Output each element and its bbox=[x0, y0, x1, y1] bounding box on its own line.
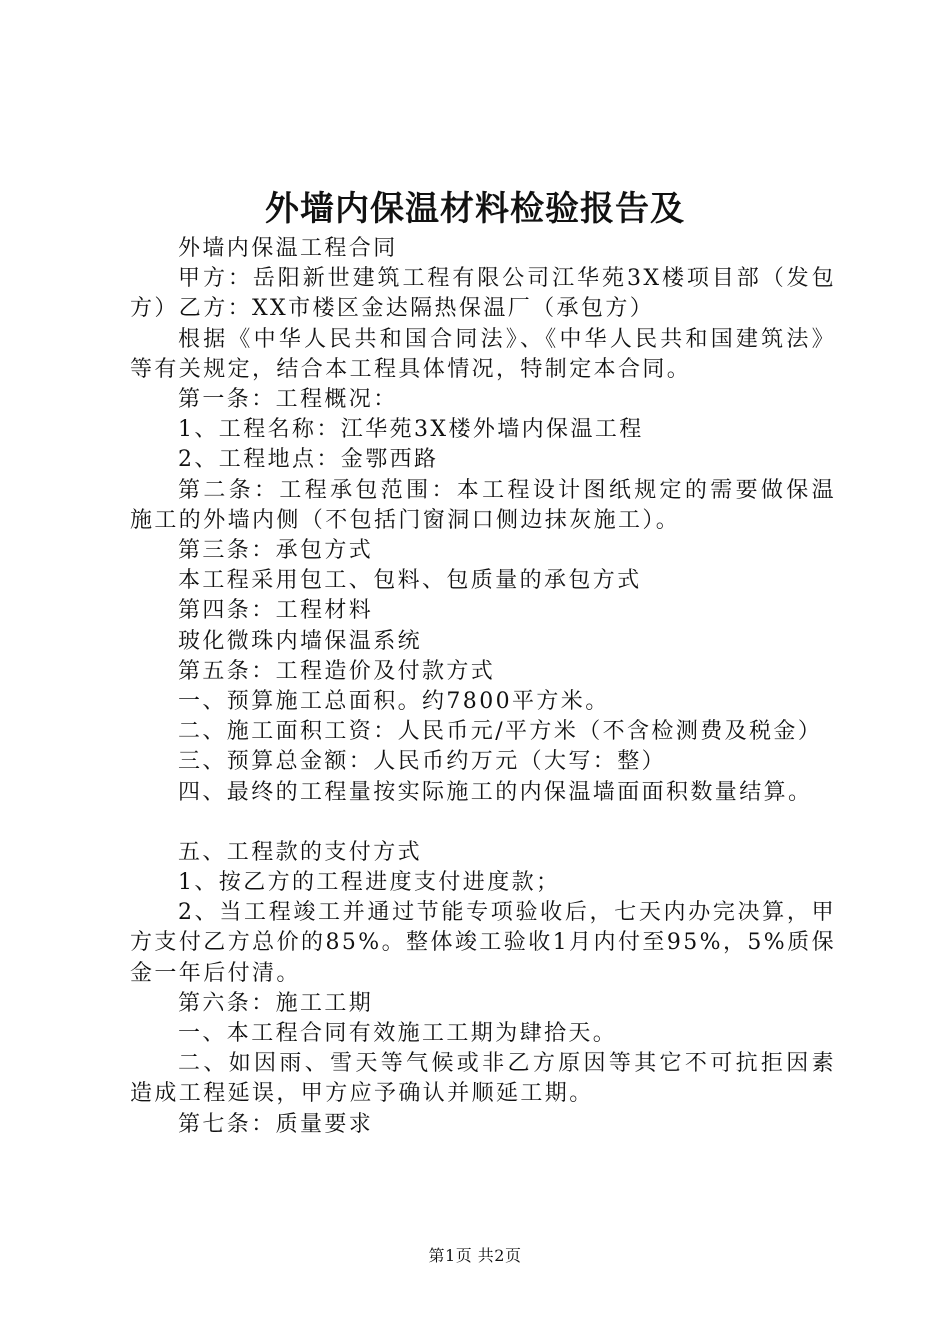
paragraph-unit-price: 二、施工面积工资：人民币元/平方米（不含检测费及税金） bbox=[178, 719, 823, 745]
paragraph-article-7: 第七条：质量要求 bbox=[178, 1111, 374, 1137]
paragraph-article-5: 第五条：工程造价及付款方式 bbox=[178, 658, 496, 684]
paragraph-final-payment: 2、当工程竣工并通过节能专项验收后，七天内办完决算，甲方支付乙方总价的85%。整体竣工验收1月内付至95%，5%质保金一年后付清。 bbox=[130, 900, 836, 986]
paragraph-total-amount: 三、预算总金额：人民币约万元（大写：整） bbox=[178, 749, 667, 775]
paragraph-project-location: 2、工程地点：金鄂西路 bbox=[178, 447, 439, 473]
paragraph-material: 玻化微珠内墙保温系统 bbox=[178, 628, 423, 654]
paragraph-legal-basis: 根据《中华人民共和国合同法》、《中华人民共和国建筑法》等有关规定，结合本工程具体情况，特制定本合同。 bbox=[130, 326, 836, 382]
document-title: 外墙内保温材料检验报告及 bbox=[265, 189, 685, 229]
paragraph-article-2: 第二条：工程承包范围：本工程设计图纸规定的需要做保温施工的外墙内侧（不包括门窗洞口侧边抹灰施工）。 bbox=[130, 477, 836, 533]
paragraph-payment-method: 五、工程款的支付方式 bbox=[178, 839, 423, 865]
paragraph-article-1: 第一条：工程概况： bbox=[178, 387, 398, 413]
paragraph-area: 一、预算施工总面积。约7800平方米。 bbox=[178, 689, 610, 715]
paragraph-progress-payment: 1、按乙方的工程进度支付进度款； bbox=[178, 870, 561, 896]
page-footer: 第1页 共2页 bbox=[428, 1246, 522, 1265]
paragraph-spacer bbox=[130, 808, 836, 838]
document-body bbox=[130, 234, 836, 1140]
paragraph-settlement: 四、最终的工程量按实际施工的内保温墙面面积数量结算。 bbox=[178, 779, 813, 805]
paragraph-project-name: 1、工程名称：江华苑3X楼外墙内保温工程 bbox=[178, 417, 644, 443]
paragraph-duration: 一、本工程合同有效施工工期为肆拾天。 bbox=[178, 1021, 618, 1047]
paragraph-contract-name: 外墙内保温工程合同 bbox=[178, 236, 398, 261]
paragraph-contract-mode: 本工程采用包工、包料、包质量的承包方式 bbox=[178, 568, 642, 594]
paragraph-parties: 甲方：岳阳新世建筑工程有限公司江华苑3X楼项目部（发包方）乙方：XX市楼区金达隔热保温厂（承包方） bbox=[130, 266, 836, 322]
paragraph-article-6: 第六条：施工工期 bbox=[178, 990, 374, 1016]
paragraph-delay: 二、如因雨、雪天等气候或非乙方原因等其它不可抗拒因素造成工程延误，甲方应予确认并顺延工期。 bbox=[130, 1051, 836, 1107]
paragraph-article-4: 第四条：工程材料 bbox=[178, 598, 374, 624]
paragraph-article-3: 第三条：承包方式 bbox=[178, 538, 374, 564]
